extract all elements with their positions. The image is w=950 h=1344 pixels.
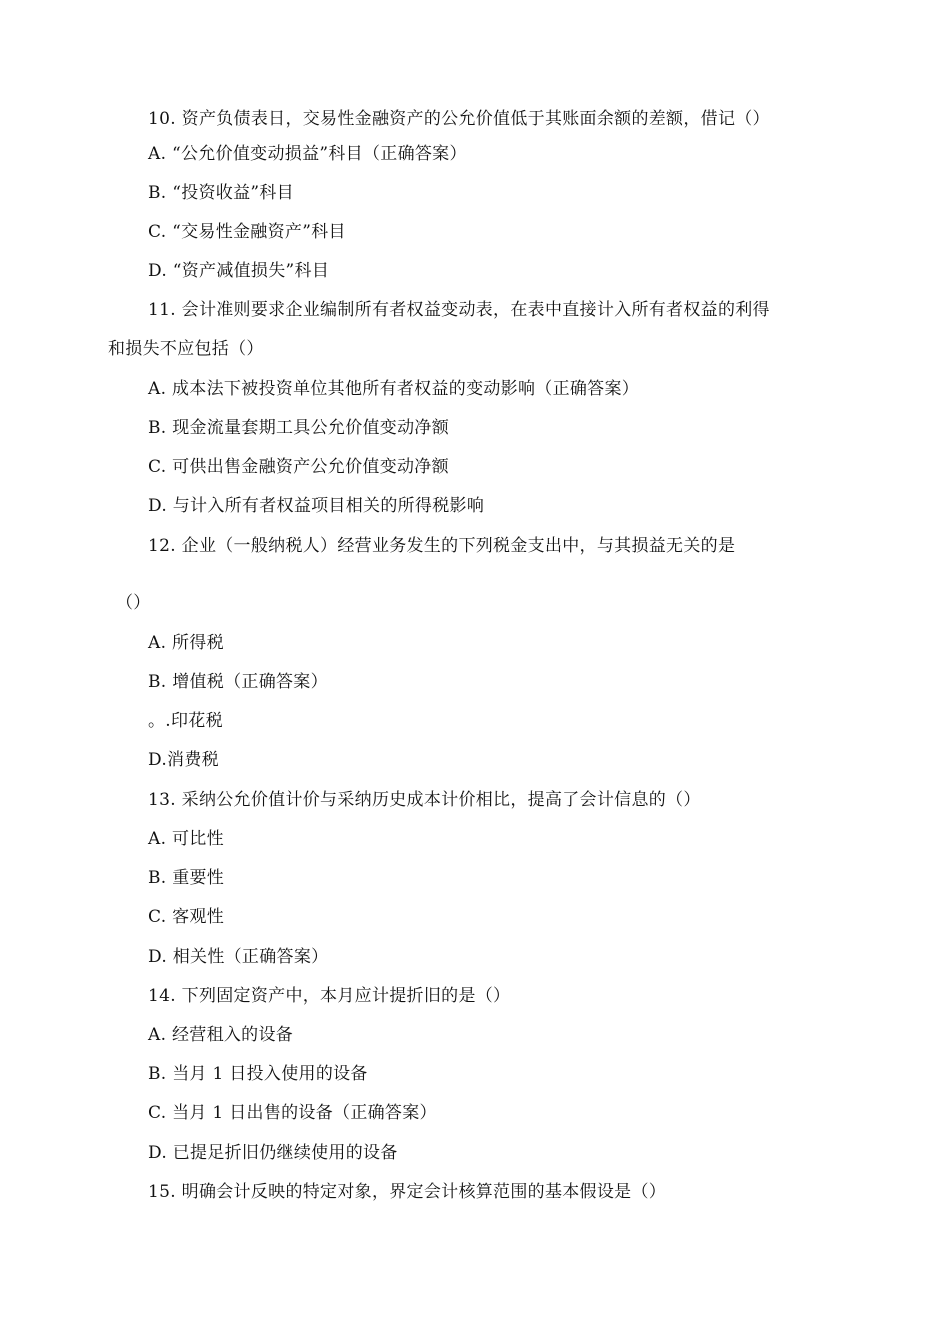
- question-14-option-a: A. 经营租入的设备: [148, 1025, 294, 1045]
- question-11-stem-continued: 和损失不应包括（）: [108, 339, 264, 359]
- question-14-stem: 14. 下列固定资产中，本月应计提折旧的是（）: [148, 986, 511, 1006]
- question-12-option-d: D.消费税: [148, 750, 219, 770]
- question-12-option-a: A. 所得税: [148, 633, 224, 653]
- question-12-stem: 12. 企业（一般纳税人）经营业务发生的下列税金支出中，与其损益无关的是: [148, 536, 736, 556]
- question-13-option-c: C. 客观性: [148, 907, 225, 927]
- question-12-option-c: 。.印花税: [148, 711, 223, 731]
- question-12-option-b: B. 增值税（正确答案）: [148, 672, 328, 692]
- question-10-option-a: A. “公允价值变动损益”科目（正确答案）: [148, 144, 467, 164]
- question-14-option-b: B. 当月 1 日投入使用的设备: [148, 1064, 368, 1084]
- question-13-option-a: A. 可比性: [148, 829, 224, 849]
- question-11-option-d: D. 与计入所有者权益项目相关的所得税影响: [148, 496, 485, 516]
- question-15-stem: 15. 明确会计反映的特定对象，界定会计核算范围的基本假设是（）: [148, 1182, 667, 1202]
- question-10-stem: 10. 资产负债表日，交易性金融资产的公允价值低于其账面余额的差额，借记（）: [148, 109, 770, 129]
- question-13-stem: 13. 采纳公允价值计价与采纳历史成本计价相比，提高了会计信息的（）: [148, 790, 701, 810]
- question-10-option-d: D. “资产减值损失”科目: [148, 261, 330, 281]
- question-11-option-a: A. 成本法下被投资单位其他所有者权益的变动影响（正确答案）: [148, 379, 640, 399]
- question-10-option-c: C. “交易性金融资产”科目: [148, 222, 346, 242]
- question-12-stem-continued: （）: [116, 593, 151, 613]
- question-13-option-b: B. 重要性: [148, 868, 225, 888]
- question-11-stem: 11. 会计准则要求企业编制所有者权益变动表，在表中直接计入所有者权益的利得: [148, 300, 770, 320]
- question-14-option-c: C. 当月 1 日出售的设备（正确答案）: [148, 1103, 437, 1123]
- question-11-option-c: C. 可供出售金融资产公允价值变动净额: [148, 457, 449, 477]
- question-13-option-d: D. 相关性（正确答案）: [148, 947, 329, 967]
- question-10-option-b: B. “投资收益”科目: [148, 183, 294, 203]
- question-11-option-b: B. 现金流量套期工具公允价值变动净额: [148, 418, 449, 438]
- question-14-option-d: D. 已提足折旧仍继续使用的设备: [148, 1143, 398, 1163]
